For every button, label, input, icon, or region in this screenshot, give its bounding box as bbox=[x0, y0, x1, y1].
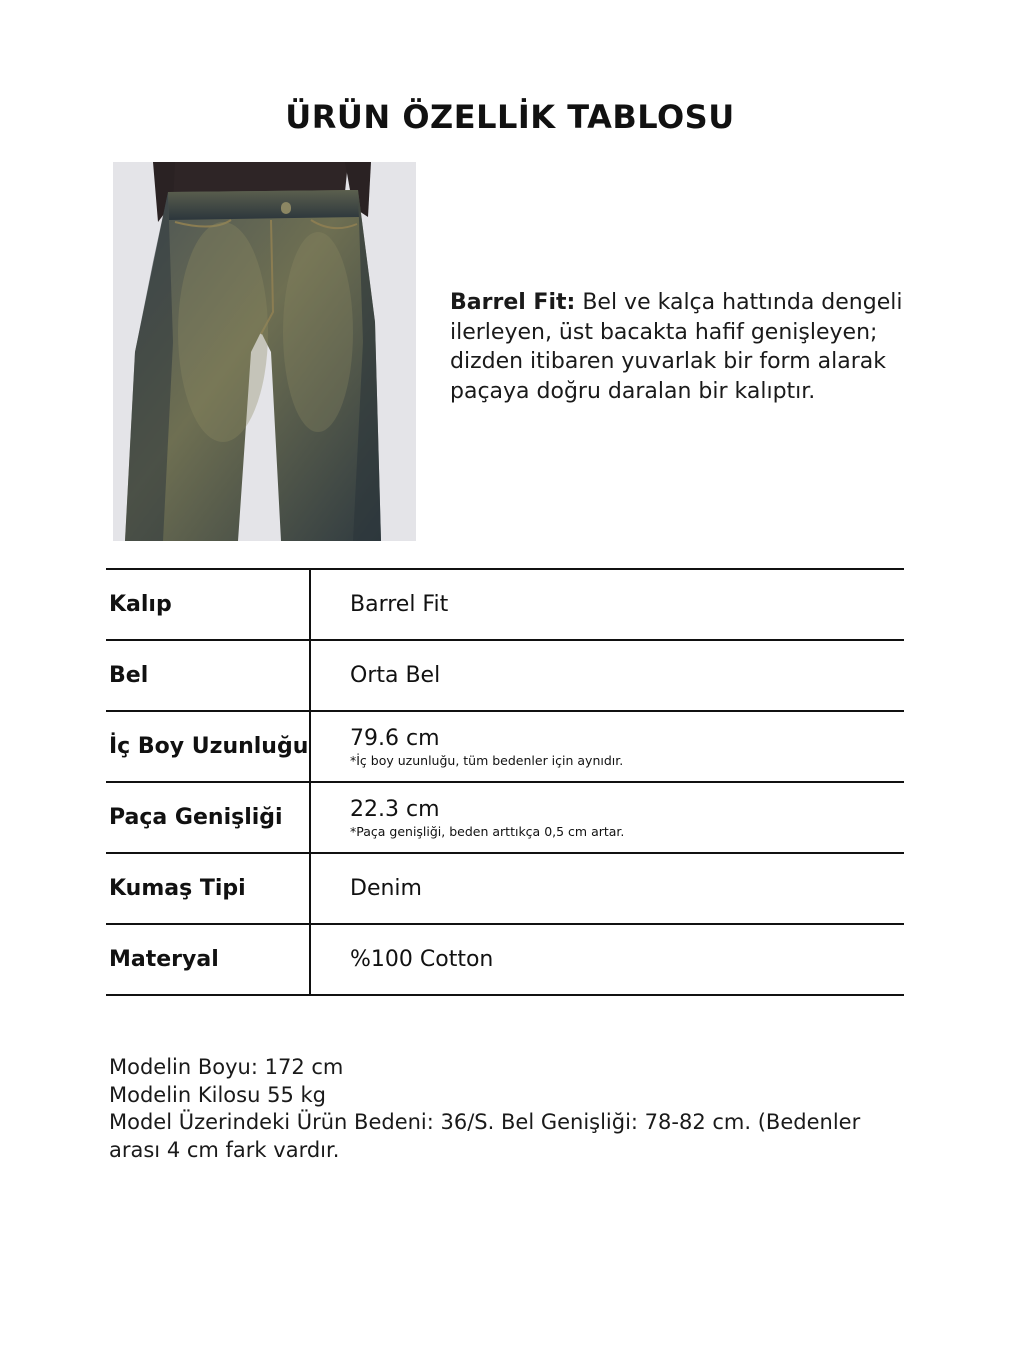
spec-label: Paça Genişliği bbox=[106, 782, 310, 853]
table-row bbox=[106, 853, 904, 924]
spec-table bbox=[106, 568, 904, 996]
spec-label: Kalıp bbox=[106, 569, 310, 640]
spec-label: Kumaş Tipi bbox=[106, 853, 310, 924]
spec-value: 22.3 cm bbox=[350, 796, 440, 822]
spec-value-cell bbox=[310, 782, 904, 853]
model-weight: Modelin Kilosu 55 kg bbox=[109, 1082, 326, 1107]
spec-value-cell bbox=[310, 569, 904, 640]
spec-value: %100 Cotton bbox=[350, 947, 494, 972]
spec-label: Materyal bbox=[106, 924, 310, 995]
table-row bbox=[106, 569, 904, 640]
fit-description-label: Barrel Fit: bbox=[450, 290, 576, 315]
table-row bbox=[106, 782, 904, 853]
table-row bbox=[106, 924, 904, 995]
jeans-illustration bbox=[113, 162, 416, 541]
table-row bbox=[106, 711, 904, 782]
spec-value-cell bbox=[310, 853, 904, 924]
spec-value: 79.6 cm bbox=[350, 725, 440, 751]
spec-note: *İç boy uzunluğu, tüm bedenler için aynıdır. bbox=[350, 752, 624, 768]
model-size: Model Üzerindeki Ürün Bedeni: 36/S. Bel Genişliği: 78-82 cm. (Bedenler arası 4 cm fark vardır. bbox=[109, 1110, 861, 1162]
spec-value-cell bbox=[310, 711, 904, 782]
spec-label: İç Boy Uzunluğu bbox=[106, 711, 310, 782]
fit-description bbox=[450, 288, 930, 406]
table-row bbox=[106, 640, 904, 711]
spec-label: Bel bbox=[106, 640, 310, 711]
product-photo bbox=[113, 162, 416, 541]
model-height: Modelin Boyu: 172 cm bbox=[109, 1055, 344, 1079]
spec-note: *Paça genişliği, beden arttıkça 0,5 cm artar. bbox=[350, 823, 625, 839]
spec-value: Orta Bel bbox=[350, 663, 441, 688]
spec-value-cell bbox=[310, 640, 904, 711]
spec-value: Barrel Fit bbox=[350, 592, 449, 617]
model-info bbox=[109, 1054, 899, 1164]
page-title: ÜRÜN ÖZELLİK TABLOSU bbox=[285, 98, 735, 136]
spec-value: Denim bbox=[350, 876, 422, 901]
fit-description-text: Bel ve kalça hattında dengeli ilerleyen, üst bacakta hafif genişleyen; dizden itibaren yuvarlak bir form alarak paçaya doğru daralan bir kalıptır. bbox=[450, 290, 903, 404]
spec-value-cell bbox=[310, 924, 904, 995]
